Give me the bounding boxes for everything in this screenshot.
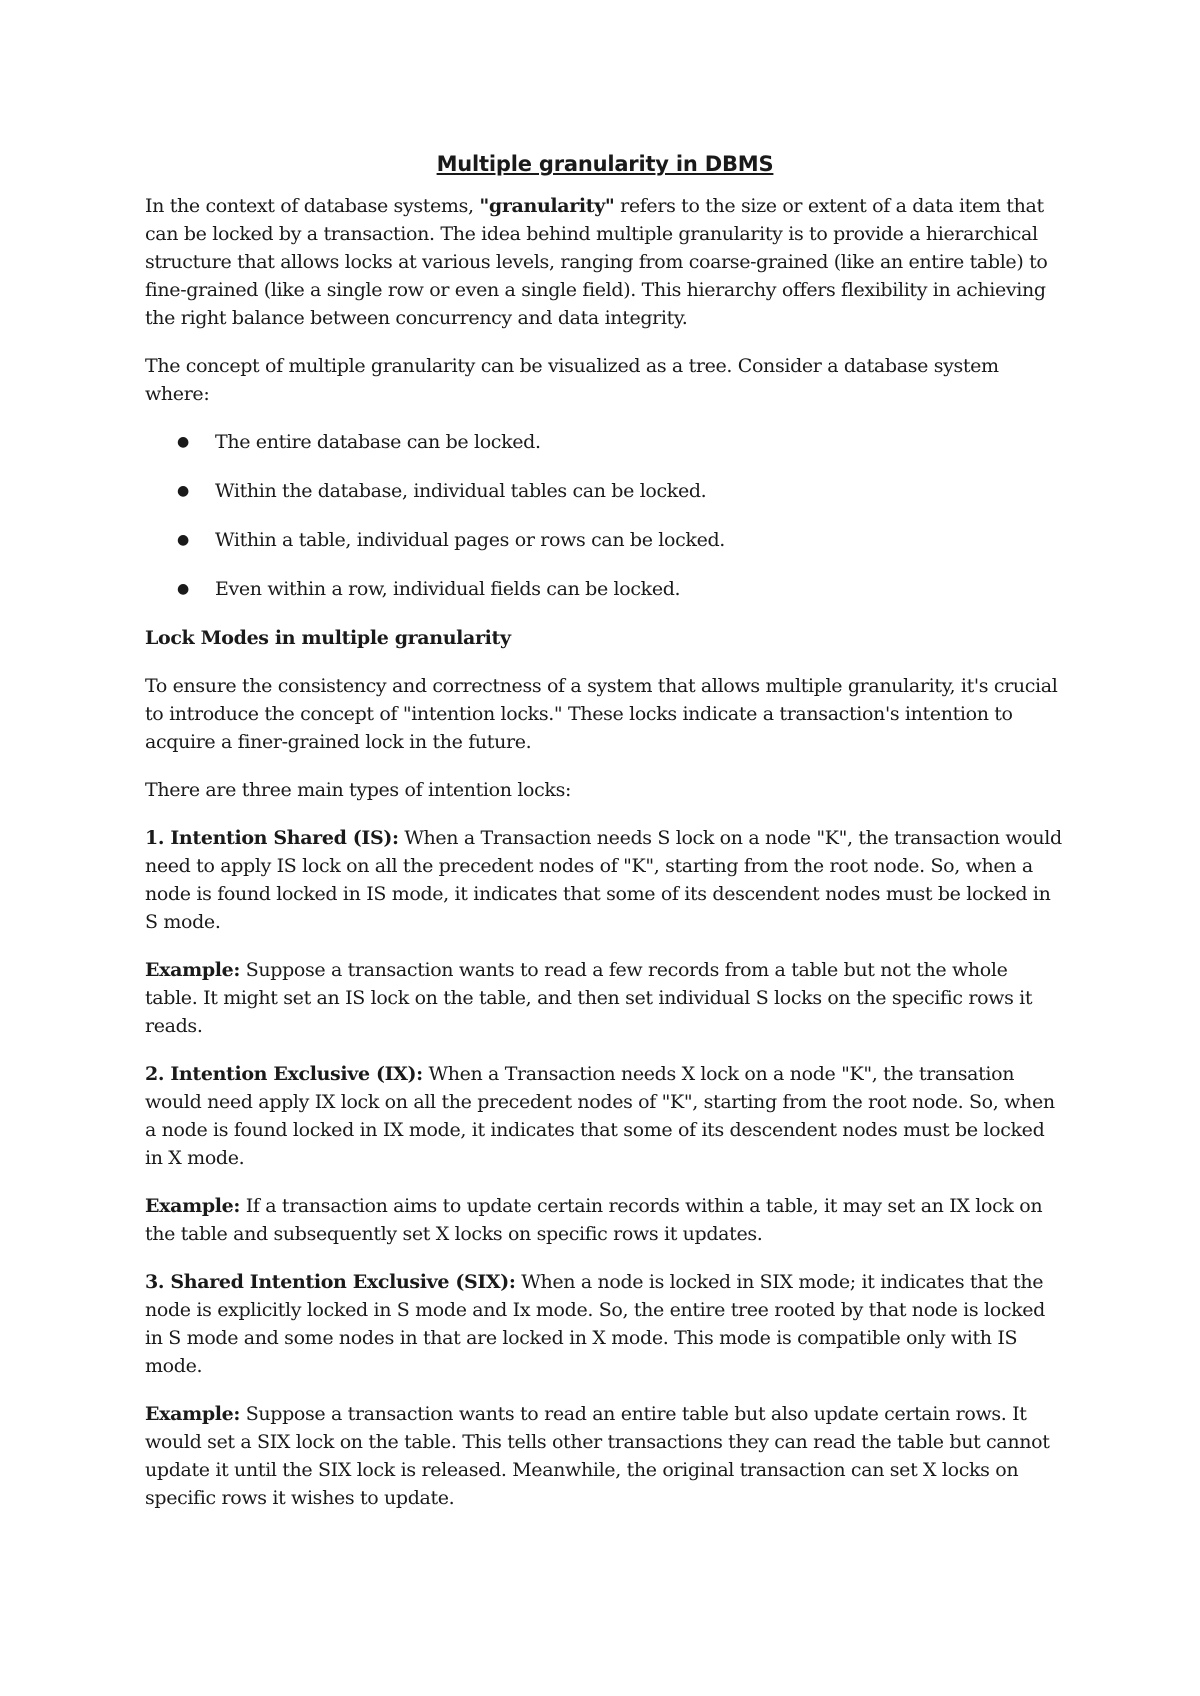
mode-is-example [145,956,1065,1040]
list-item-text: Within a table, individual pages or rows can be locked. [215,529,725,551]
bullet-icon: ● [177,532,189,548]
mode-six-example [145,1400,1065,1512]
list-item-text: Within the database, individual tables can be locked. [215,480,707,502]
section-heading-lock-modes: Lock Modes in multiple granularity [145,627,511,649]
bullet-icon: ● [177,581,189,597]
intro-bold-term: "granularity" [479,195,615,217]
mode-six-text: When a node is locked in SIX mode; it indicates that the node is explicitly locked in S mode and Ix mode. So, the entire tree rooted by that node is locked in S mode and some nodes in that are locked in X mode. This mode is compatible only with IS mode. [145,1271,1045,1377]
mode-ix-text: When a Transaction needs X lock on a node "K", the transation would need apply IX lock on all the precedent nodes of "K", starting from the root node. So, when a node is found locked in IX mode, it indicates that some of its descendent nodes must be locked in X mode. [145,1063,1055,1169]
example-label: Example: [145,1195,241,1217]
mode-six-label: 3. Shared Intention Exclusive (SIX): [145,1271,516,1293]
list-item [177,477,1065,505]
example-label: Example: [145,959,241,981]
bullet-icon: ● [177,483,189,499]
bullet-list [145,428,1065,603]
types-intro-paragraph: There are three main types of intention locks: [145,779,572,801]
mode-is-text: When a Transaction needs S lock on a node "K", the transaction would need to apply IS lock on all the precedent nodes of "K", starting from the root node. So, when a node is found locked in IS mode, it indicates that some of its descendent nodes must be locked in S mode. [145,827,1062,933]
intro-paragraph [145,192,1065,332]
example-text: Suppose a transaction wants to read an entire table but also update certain rows. It would set a SIX lock on the table. This tells other transactions they can read the table but cannot update it until the SIX lock is released. Meanwhile, the original transaction can set X locks on specific rows it wishes to update. [145,1403,1050,1509]
mode-six-paragraph [145,1268,1065,1380]
mode-is-paragraph [145,824,1065,936]
list-item [177,575,1065,603]
tree-paragraph: The concept of multiple granularity can be visualized as a tree. Consider a database system where: [145,355,999,405]
intro-text-before: In the context of database systems, [145,195,480,217]
page-title: Multiple granularity in DBMS [436,152,774,176]
document-body [145,150,1065,1532]
bullet-icon: ● [177,434,189,450]
list-item-text: Even within a row, individual fields can be locked. [215,578,681,600]
example-text: Suppose a transaction wants to read a few records from a table but not the whole table. It might set an IS lock on the table, and then set individual S locks on the specific rows it reads. [145,959,1033,1037]
example-text: If a transaction aims to update certain records within a table, it may set an IX lock on the table and subsequently set X locks on specific rows it updates. [145,1195,1043,1245]
mode-is-label: 1. Intention Shared (IS): [145,827,399,849]
intro-text-after: refers to the size or extent of a data item that can be locked by a transaction. The idea behind multiple granularity is to provide a hierarchical structure that allows locks at various levels, ranging from coarse-grained (like an entire table) to fine-grained (like a single row or even a single field). This hierarchy offers flexibility in achieving the right balance between concurrency and data integrity. [145,195,1048,329]
example-label: Example: [145,1403,241,1425]
intention-locks-paragraph: To ensure the consistency and correctness of a system that allows multiple granularity, it's crucial to introduce the concept of "intention locks." These locks indicate a transaction's intention to acquire a finer-grained lock in the future. [145,675,1058,753]
list-item [177,428,1065,456]
list-item-text: The entire database can be locked. [215,431,541,453]
mode-ix-paragraph [145,1060,1065,1172]
mode-ix-example [145,1192,1065,1248]
list-item [177,526,1065,554]
mode-ix-label: 2. Intention Exclusive (IX): [145,1063,423,1085]
